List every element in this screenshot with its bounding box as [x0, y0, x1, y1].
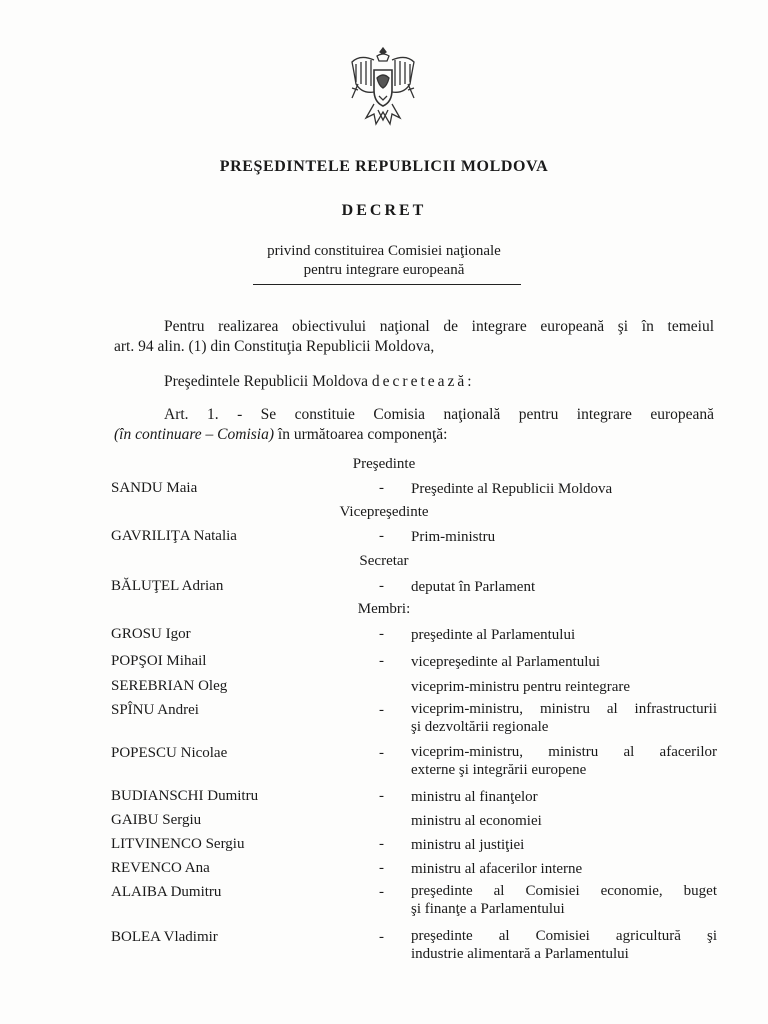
member-name: SANDU Maia [111, 480, 198, 496]
member-dash: - [379, 702, 384, 718]
article1-line-2 [114, 425, 714, 445]
member-role-line-1: preşedinte al Comisiei economie, buget [411, 883, 717, 899]
article1-line-2-rest: în următoarea componenţă: [274, 426, 448, 443]
member-role: ministru al finanţelor [411, 789, 538, 805]
member-role-line-1: viceprim-ministru, ministru al infrastructurii [411, 701, 717, 717]
member-name: POPESCU Nicolae [111, 745, 228, 761]
member-role [411, 882, 717, 918]
issuer-title: PREŞEDINTELE REPUBLICII MOLDOVA [219, 158, 549, 175]
member-role: ministru al afacerilor interne [411, 861, 583, 877]
member-role: ministru al economiei [411, 813, 542, 829]
member-dash: - [379, 788, 384, 804]
article1-abbrev-note: (în continuare – Comisia) [114, 426, 275, 443]
member-role-line-2: şi dezvoltării regionale [411, 719, 549, 735]
member-role: preşedinte al Parlamentului [411, 627, 576, 643]
member-name: LITVINENCO Sergiu [111, 836, 245, 852]
member-role [411, 743, 717, 779]
subject-line-2: pentru integrare europeană [303, 262, 465, 278]
member-name: GROSU Igor [111, 626, 191, 642]
member-name: REVENCO Ana [111, 860, 210, 876]
member-role-line-2: externe şi integrării europene [411, 762, 587, 778]
member-role: deputat în Parlament [411, 579, 536, 595]
member-dash: - [379, 836, 384, 852]
subject-line-1: privind constituirea Comisiei naţionale [267, 243, 501, 259]
member-role: ministru al justiţiei [411, 837, 525, 853]
preamble-line-2: art. 94 alin. (1) din Constituţia Republicii Moldova, [114, 338, 435, 355]
member-name: GAVRILIŢA Natalia [111, 528, 237, 544]
heading-members: Membri: [357, 601, 411, 617]
article1-line-1: Art. 1. - Se constituie Comisia naţională pentru integrare europeană [164, 406, 714, 423]
member-name: POPŞOI Mihail [111, 653, 207, 669]
member-dash: - [379, 653, 384, 669]
member-name: ALAIBA Dumitru [111, 884, 222, 900]
member-role [411, 700, 717, 736]
member-role: vicepreşedinte al Parlamentului [411, 654, 601, 670]
member-name: BUDIANSCHI Dumitru [111, 788, 259, 804]
decree-formula [164, 372, 714, 392]
subject-underline [253, 284, 521, 285]
member-role [411, 927, 717, 963]
member-dash: - [379, 528, 384, 544]
member-dash: - [379, 929, 384, 945]
member-name: SEREBRIAN Oleg [111, 678, 228, 694]
member-dash: - [379, 745, 384, 761]
member-role: Prim-ministru [411, 529, 496, 545]
heading-secretary: Secretar [359, 553, 409, 569]
member-role-line-2: şi finanţe a Parlamentului [411, 901, 565, 917]
member-dash: - [379, 626, 384, 642]
member-dash: - [379, 480, 384, 496]
decree-subject: Preşedintele Republicii Moldova [164, 373, 369, 390]
member-role-line-2: industrie alimentară a Parlamentului [411, 946, 629, 962]
heading-vice-president: Vicepreşedinte [339, 504, 429, 520]
decree-verb: decretează: [371, 373, 475, 390]
member-dash: - [379, 578, 384, 594]
member-name: GAIBU Sergiu [111, 812, 202, 828]
member-role-line-1: viceprim-ministru, ministru al afacerilor [411, 744, 717, 760]
member-dash: - [379, 884, 384, 900]
member-dash: - [379, 860, 384, 876]
preamble-line-1: Pentru realizarea obiectivului naţional de integrare europeană şi în temeiul [164, 318, 714, 335]
heading-president: Preşedinte [352, 456, 416, 472]
member-role: viceprim-ministru pentru reintegrare [411, 679, 631, 695]
member-name: BOLEA Vladimir [111, 929, 218, 945]
coat-of-arms-emblem [344, 44, 422, 130]
member-role: Preşedinte al Republicii Moldova [411, 481, 613, 497]
member-role-line-1: preşedinte al Comisiei agricultură şi [411, 928, 717, 944]
document-type: DECRET [341, 202, 427, 219]
member-name: BĂLUŢEL Adrian [111, 578, 224, 594]
member-name: SPÎNU Andrei [111, 702, 199, 718]
